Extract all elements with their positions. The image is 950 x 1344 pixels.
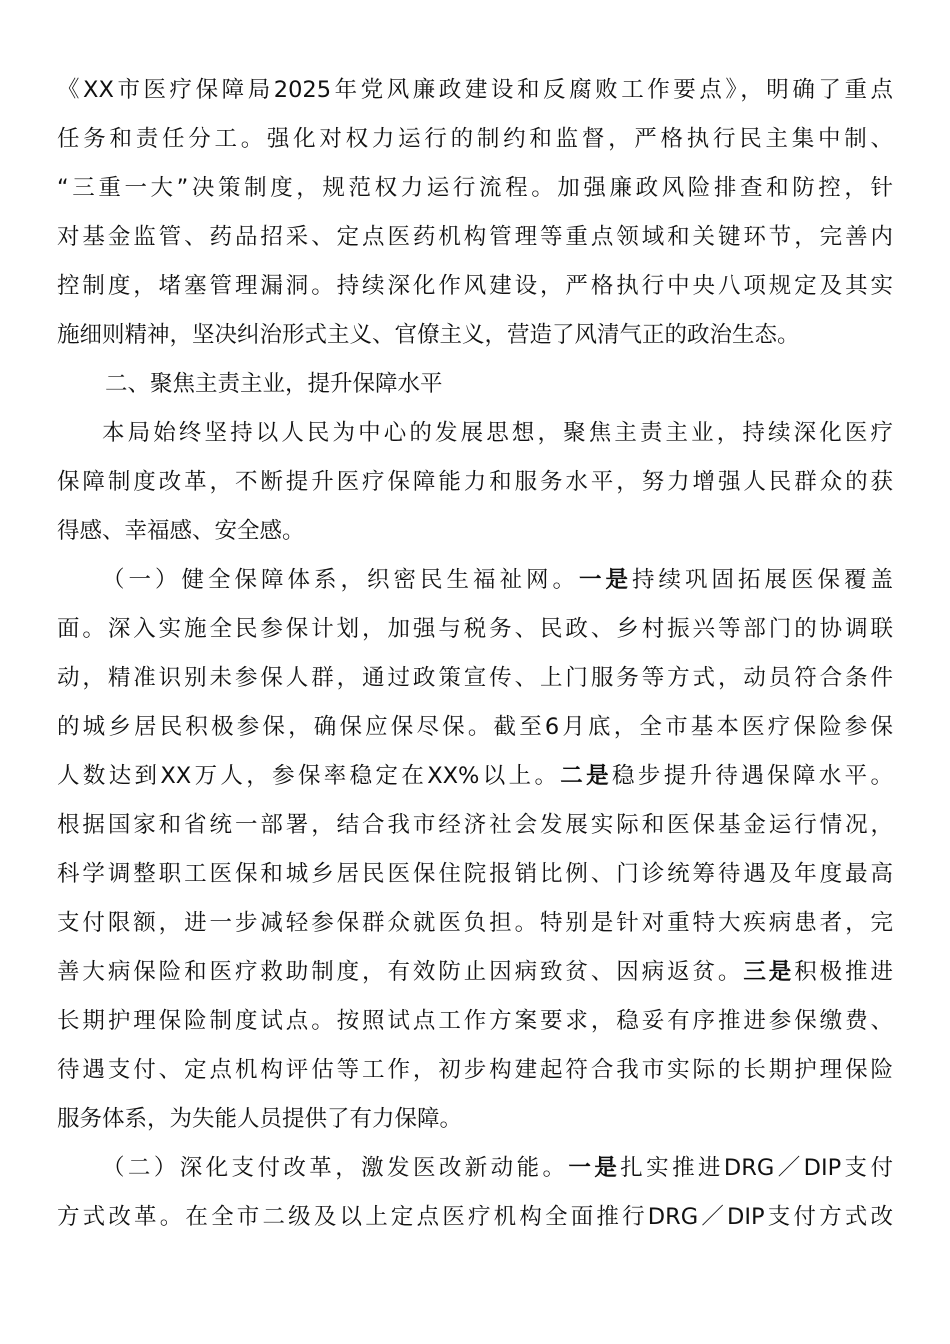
paragraph-line: 支付限额，进一步减轻参保群众就医负担。特别是针对重特大疾病患者，完: [57, 910, 893, 936]
line-text: 稳步提升待遇保障水平。: [612, 763, 893, 789]
paragraph-line: 《XX市医疗保障局2025年党风廉政建设和反腐败工作要点》，明确了重点: [57, 77, 893, 103]
paragraph-line: 科学调整职工医保和城乡居民医保住院报销比例、门诊统筹待遇及年度最高: [57, 861, 893, 887]
line-text: 扎实推进DRG／DIP支付: [620, 1155, 893, 1181]
paragraph-line: 得感、幸福感、安全感。: [57, 518, 305, 544]
paragraph-line: “三重一大”决策制度，规范权力运行流程。加强廉政风险排查和防控，针: [57, 175, 893, 201]
subsection-title: （一）健全保障体系，织密民生福祉网。: [102, 567, 579, 593]
bold-marker: 一是: [578, 567, 632, 593]
paragraph-line: 服务体系，为失能人员提供了有力保障。: [57, 1106, 463, 1132]
paragraph-line: 保障制度改革，不断提升医疗保障能力和服务水平，努力增强人民群众的获: [57, 469, 893, 495]
paragraph-line: 施细则精神，坚决纠治形式主义、官僚主义，营造了风清气正的政治生态。: [57, 322, 800, 348]
paragraph-line: 长期护理保险制度试点。按照试点工作方案要求，稳妥有序推进参保缴费、: [57, 1008, 893, 1034]
line-text: 善大病保险和医疗救助制度，有效防止因病致贫、因病返贫。: [57, 959, 744, 985]
bold-marker: 二是: [560, 763, 612, 789]
line-text: 积极推进: [794, 959, 893, 985]
bold-marker: 三是: [743, 959, 795, 985]
paragraph-line: 对基金监管、药品招采、定点医药机构管理等重点领域和关键环节，完善内: [57, 224, 893, 250]
paragraph-line: 的城乡居民积极参保，确保应保尽保。截至6月底，全市基本医疗保险参保: [57, 714, 893, 740]
line-text: 持续巩固拓展医保覆盖: [631, 567, 893, 593]
paragraph-line: [57, 954, 893, 990]
paragraph-line: [57, 758, 893, 794]
paragraph-line: 任务和责任分工。强化对权力运行的制约和监督，严格执行民主集中制、: [57, 126, 893, 152]
paragraph-line: 方式改革。在全市二级及以上定点医疗机构全面推行DRG／DIP支付方式改: [57, 1204, 893, 1230]
paragraph-line: [102, 1150, 893, 1186]
paragraph-line: 面。深入实施全民参保计划，加强与税务、民政、乡村振兴等部门的协调联: [57, 616, 893, 642]
paragraph-line: 根据国家和省统一部署，结合我市经济社会发展实际和医保基金运行情况，: [57, 812, 893, 838]
paragraph-line: 动，精准识别未参保人群，通过政策宣传、上门服务等方式，动员符合条件: [57, 665, 893, 691]
paragraph-line: 本局始终坚持以人民为中心的发展思想，聚焦主责主业，持续深化医疗: [102, 420, 893, 446]
paragraph-line: 待遇支付、定点机构评估等工作，初步构建起符合我市实际的长期护理保险: [57, 1057, 893, 1083]
paragraph-line: [102, 562, 893, 598]
subsection-title: （二）深化支付改革，激发医改新动能。: [102, 1155, 569, 1181]
section-heading: 二、聚焦主责主业，提升保障水平: [105, 371, 443, 397]
line-text: 人数达到XX万人，参保率稳定在XX%以上。: [57, 763, 561, 789]
bold-marker: 一是: [568, 1155, 621, 1181]
paragraph-line: 控制度，堵塞管理漏洞。持续深化作风建设，严格执行中央八项规定及其实: [57, 273, 893, 299]
